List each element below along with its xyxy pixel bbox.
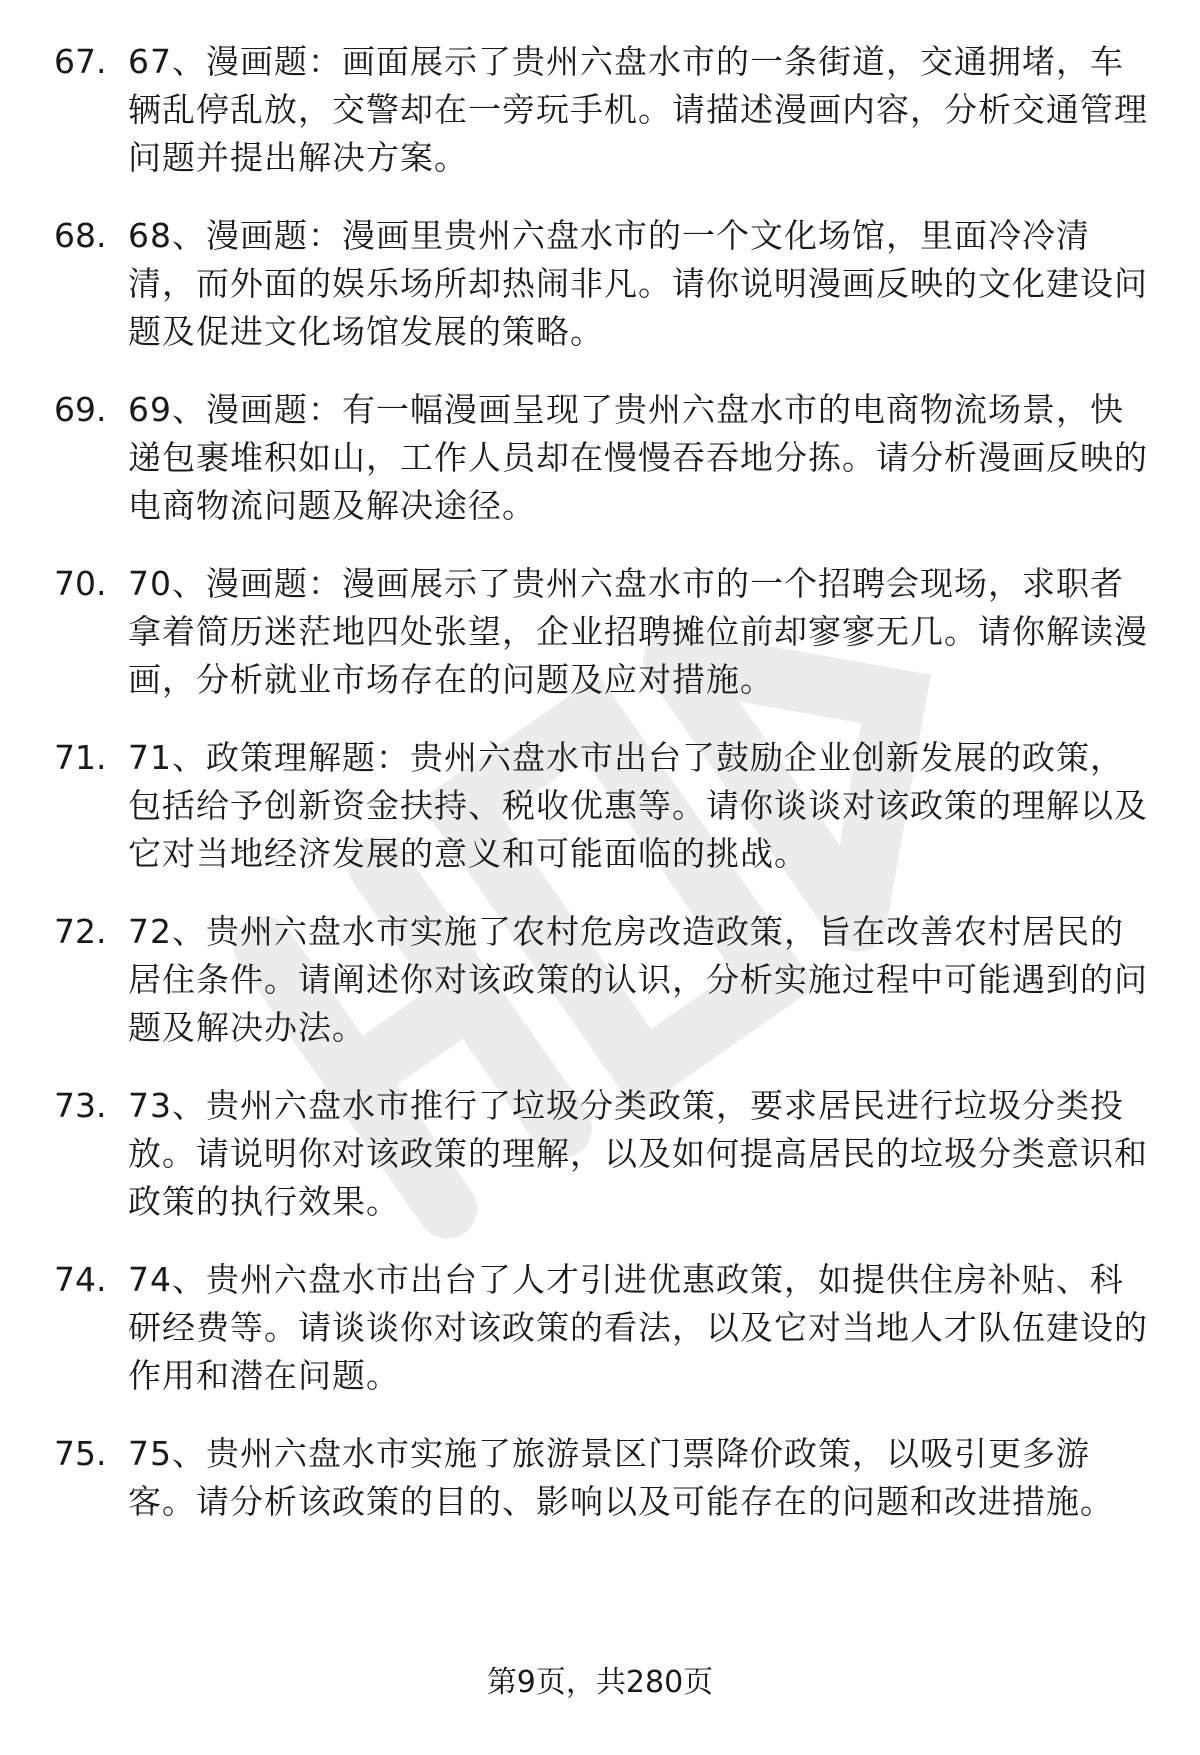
question-item [0,1256,1200,1430]
question-item [0,908,1200,1082]
question-number: 68. [54,216,107,255]
question-number: 75. [54,1434,107,1473]
question-text: 67、漫画题：画面展示了贵州六盘水市的一条街道，交通拥堵，车辆乱停乱放，交警却在一旁玩手机。请描述漫画内容，分析交通管理问题并提出解决方案。 [128,42,1148,177]
question-item [0,1430,1200,1604]
question-item [0,560,1200,734]
question-list [0,38,1200,1604]
question-text: 72、贵州六盘水市实施了农村危房改造政策，旨在改善农村居民的居住条件。请阐述你对该政策的认识，分析实施过程中可能遇到的问题及解决办法。 [128,912,1148,1047]
question-number: 69. [54,390,107,429]
page-footer: 第9页，共280页 [486,1665,714,1700]
question-text: 69、漫画题：有一幅漫画呈现了贵州六盘水市的电商物流场景，快递包裹堆积如山，工作人员却在慢慢吞吞地分拣。请分析漫画反映的电商物流问题及解决途径。 [128,390,1148,525]
question-item [0,38,1200,212]
question-text: 75、贵州六盘水市实施了旅游景区门票降价政策，以吸引更多游客。请分析该政策的目的、影响以及可能存在的问题和改进措施。 [128,1434,1114,1521]
question-number: 70. [54,564,107,603]
question-number: 74. [54,1260,107,1299]
question-text: 71、政策理解题：贵州六盘水市出台了鼓励企业创新发展的政策，包括给予创新资金扶持、税收优惠等。请你谈谈对该政策的理解以及它对当地经济发展的意义和可能面临的挑战。 [128,738,1148,873]
question-item [0,212,1200,386]
question-number: 72. [54,912,107,951]
question-item [0,1082,1200,1256]
question-text: 70、漫画题：漫画展示了贵州六盘水市的一个招聘会现场，求职者拿着简历迷茫地四处张望，企业招聘摊位前却寥寥无几。请你解读漫画，分析就业市场存在的问题及应对措施。 [128,564,1148,699]
question-number: 73. [54,1086,107,1125]
question-number: 67. [54,42,107,81]
question-text: 73、贵州六盘水市推行了垃圾分类政策，要求居民进行垃圾分类投放。请说明你对该政策的理解，以及如何提高居民的垃圾分类意识和政策的执行效果。 [128,1086,1148,1221]
question-number: 71. [54,738,107,777]
question-item [0,734,1200,908]
question-item [0,386,1200,560]
question-text: 74、贵州六盘水市出台了人才引进优惠政策，如提供住房补贴、科研经费等。请谈谈你对该政策的看法，以及它对当地人才队伍建设的作用和潜在问题。 [128,1260,1148,1395]
question-text: 68、漫画题：漫画里贵州六盘水市的一个文化场馆，里面冷冷清清，而外面的娱乐场所却热闹非凡。请你说明漫画反映的文化建设问题及促进文化场馆发展的策略。 [128,216,1148,351]
